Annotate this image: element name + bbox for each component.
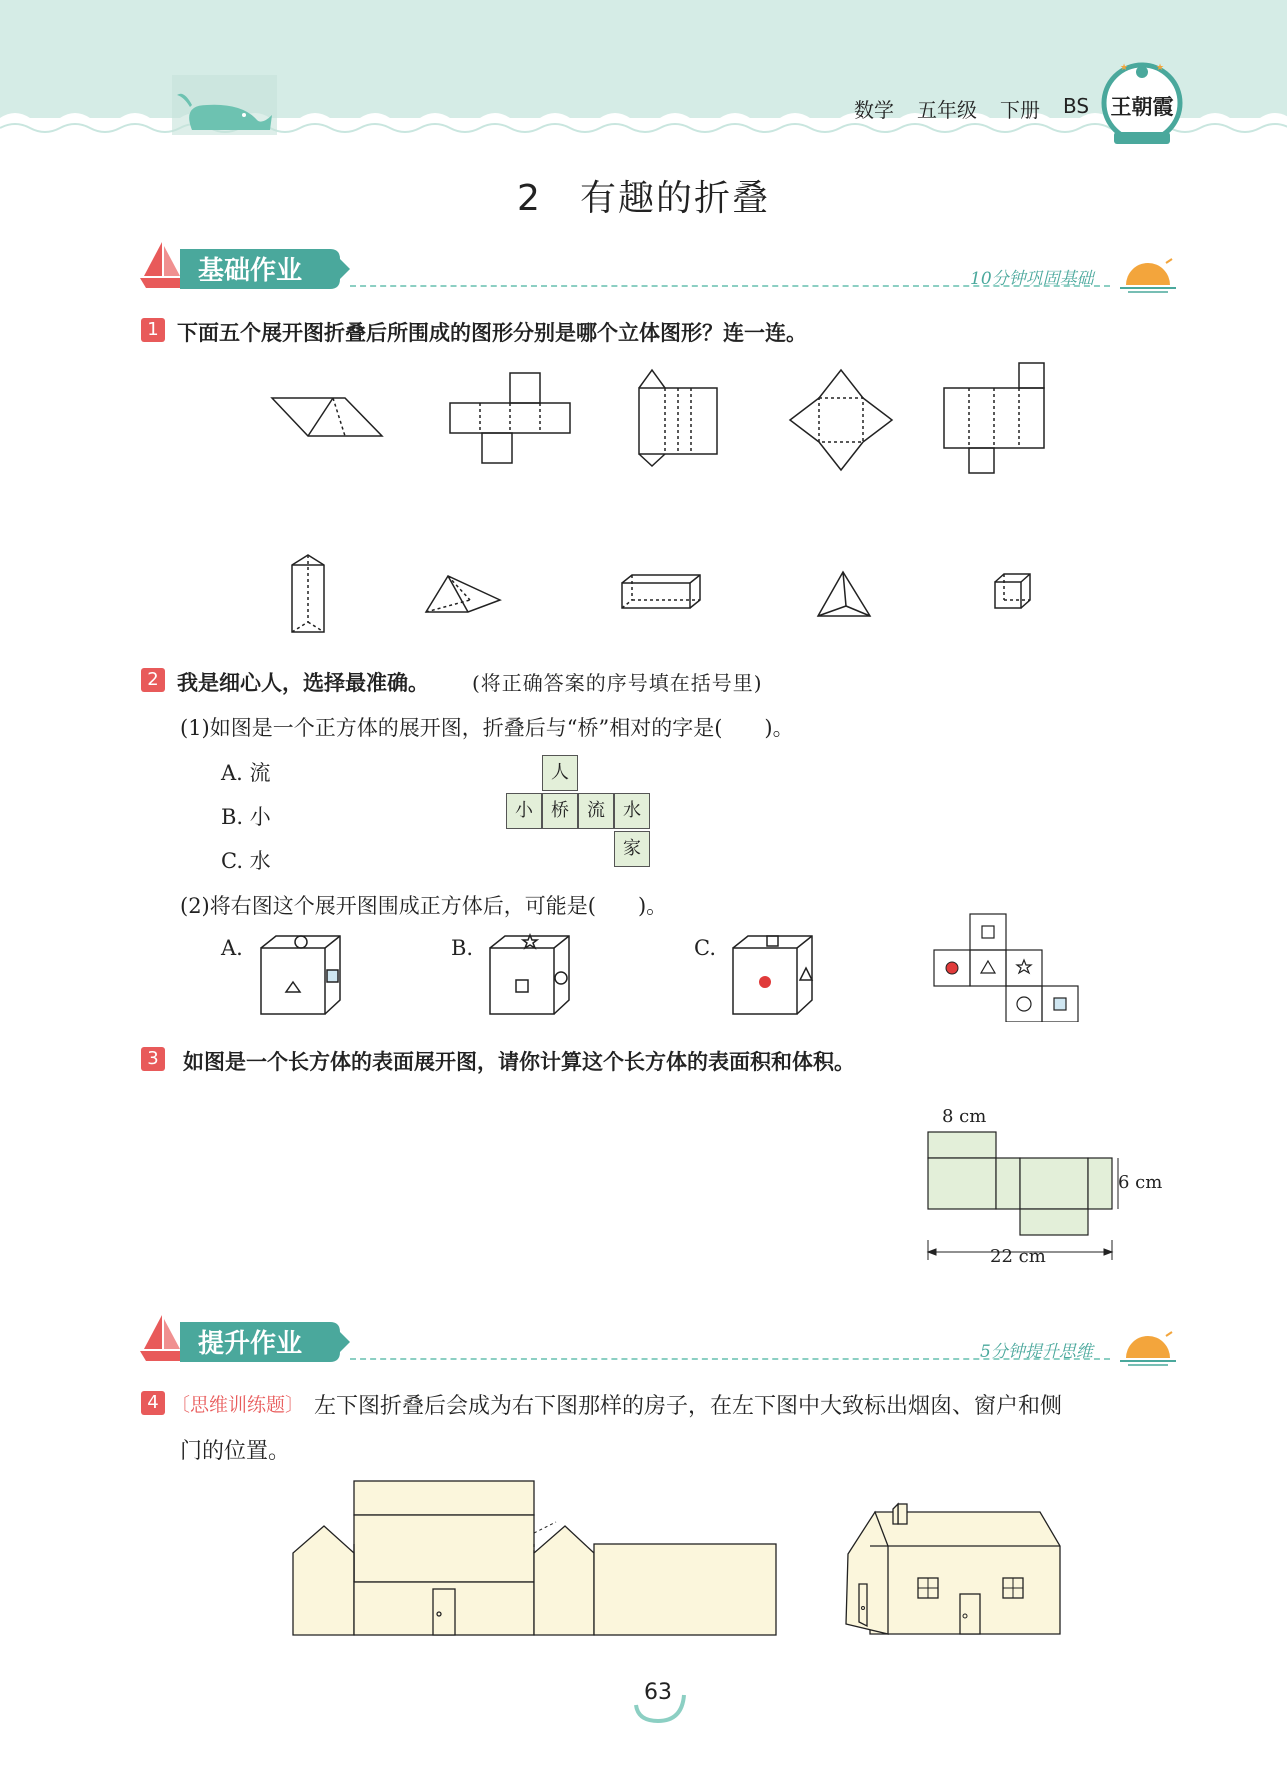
q2-sub2-option-a: A. <box>221 936 243 960</box>
q2-sub1-option-c: C. 水 <box>221 849 271 873</box>
section2-label: 提升作业 <box>198 1329 303 1359</box>
q3-dim-right: 6 cm <box>1118 1172 1163 1193</box>
header-edition: BS <box>1063 94 1090 118</box>
q4-tag: 〔思维训练题〕 <box>171 1394 305 1416</box>
net-cell-2: 桥 <box>542 793 578 829</box>
cube-option-b <box>487 930 577 1020</box>
q2-cube-net <box>506 755 656 870</box>
brand-logo <box>1100 58 1184 148</box>
q1-nets <box>260 360 1060 480</box>
q2-sub1: (1)如图是一个正方体的展开图，折叠后与“桥”相对的字是( )。 <box>180 716 794 740</box>
net-cell-3: 流 <box>578 793 614 829</box>
q3-text: 如图是一个长方体的表面展开图，请你计算这个长方体的表面积和体积。 <box>183 1050 855 1074</box>
svg-text:★: ★ <box>1156 63 1165 73</box>
q2-sub1-option-a: A. 流 <box>221 761 271 785</box>
sunset-icon <box>1120 1328 1176 1368</box>
q1-number: 1 <box>141 318 165 342</box>
house-net <box>290 1478 780 1638</box>
q1-text: 下面五个展开图折叠后所围成的图形分别是哪个立体图形？连一连。 <box>177 321 807 345</box>
q3-number: 3 <box>141 1047 165 1071</box>
net-cell-bottom: 家 <box>614 831 650 867</box>
header-subject: 数学 <box>854 98 894 122</box>
q3-dim-top: 8 cm <box>942 1106 987 1127</box>
q2-symbol-net <box>932 912 1080 1022</box>
q2-sub2-option-c: C. <box>694 936 716 960</box>
q4-text-line1: 左下图折叠后会成为右下图那样的房子，在左下图中大致标出烟囱、窗户和侧 <box>314 1394 1063 1419</box>
q2-note: (将正确答案的序号填在括号里) <box>472 671 763 695</box>
svg-text:★: ★ <box>1120 63 1129 73</box>
page-number: 63 <box>644 1680 672 1705</box>
q4-text-line2: 门的位置。 <box>180 1439 291 1464</box>
header-grade: 五年级 <box>917 98 977 122</box>
net-cell-top: 人 <box>542 755 578 791</box>
sunset-icon <box>1120 255 1176 295</box>
cube-option-a <box>258 930 348 1020</box>
q4-number: 4 <box>141 1391 165 1415</box>
q2-text: 我是细心人，选择最准确。 <box>177 671 429 695</box>
house-3d <box>840 1500 1065 1640</box>
q2-sub1-option-b: B. 小 <box>221 805 271 829</box>
section1-hint: 10分钟巩固基础 <box>970 269 1094 289</box>
section2-hint: 5分钟提升思维 <box>980 1342 1093 1362</box>
q2-number: 2 <box>141 668 165 692</box>
q3-dim-bottom: 22 cm <box>990 1246 1046 1267</box>
cube-option-c <box>730 930 820 1020</box>
q2-sub2-option-b: B. <box>451 936 474 960</box>
q3-cuboid-net <box>920 1100 1180 1280</box>
q1-solids <box>280 550 1060 640</box>
section1-label: 基础作业 <box>198 256 303 286</box>
header-volume: 下册 <box>1000 98 1040 122</box>
whale-icon <box>172 75 277 135</box>
net-cell-1: 小 <box>506 793 542 829</box>
page-title: 2 有趣的折叠 <box>517 178 770 219</box>
q2-sub2: (2)将右图这个展开图围成正方体后，可能是( )。 <box>180 894 668 918</box>
net-cell-4: 水 <box>614 793 650 829</box>
brand-name: 王朝霞 <box>1110 94 1174 119</box>
